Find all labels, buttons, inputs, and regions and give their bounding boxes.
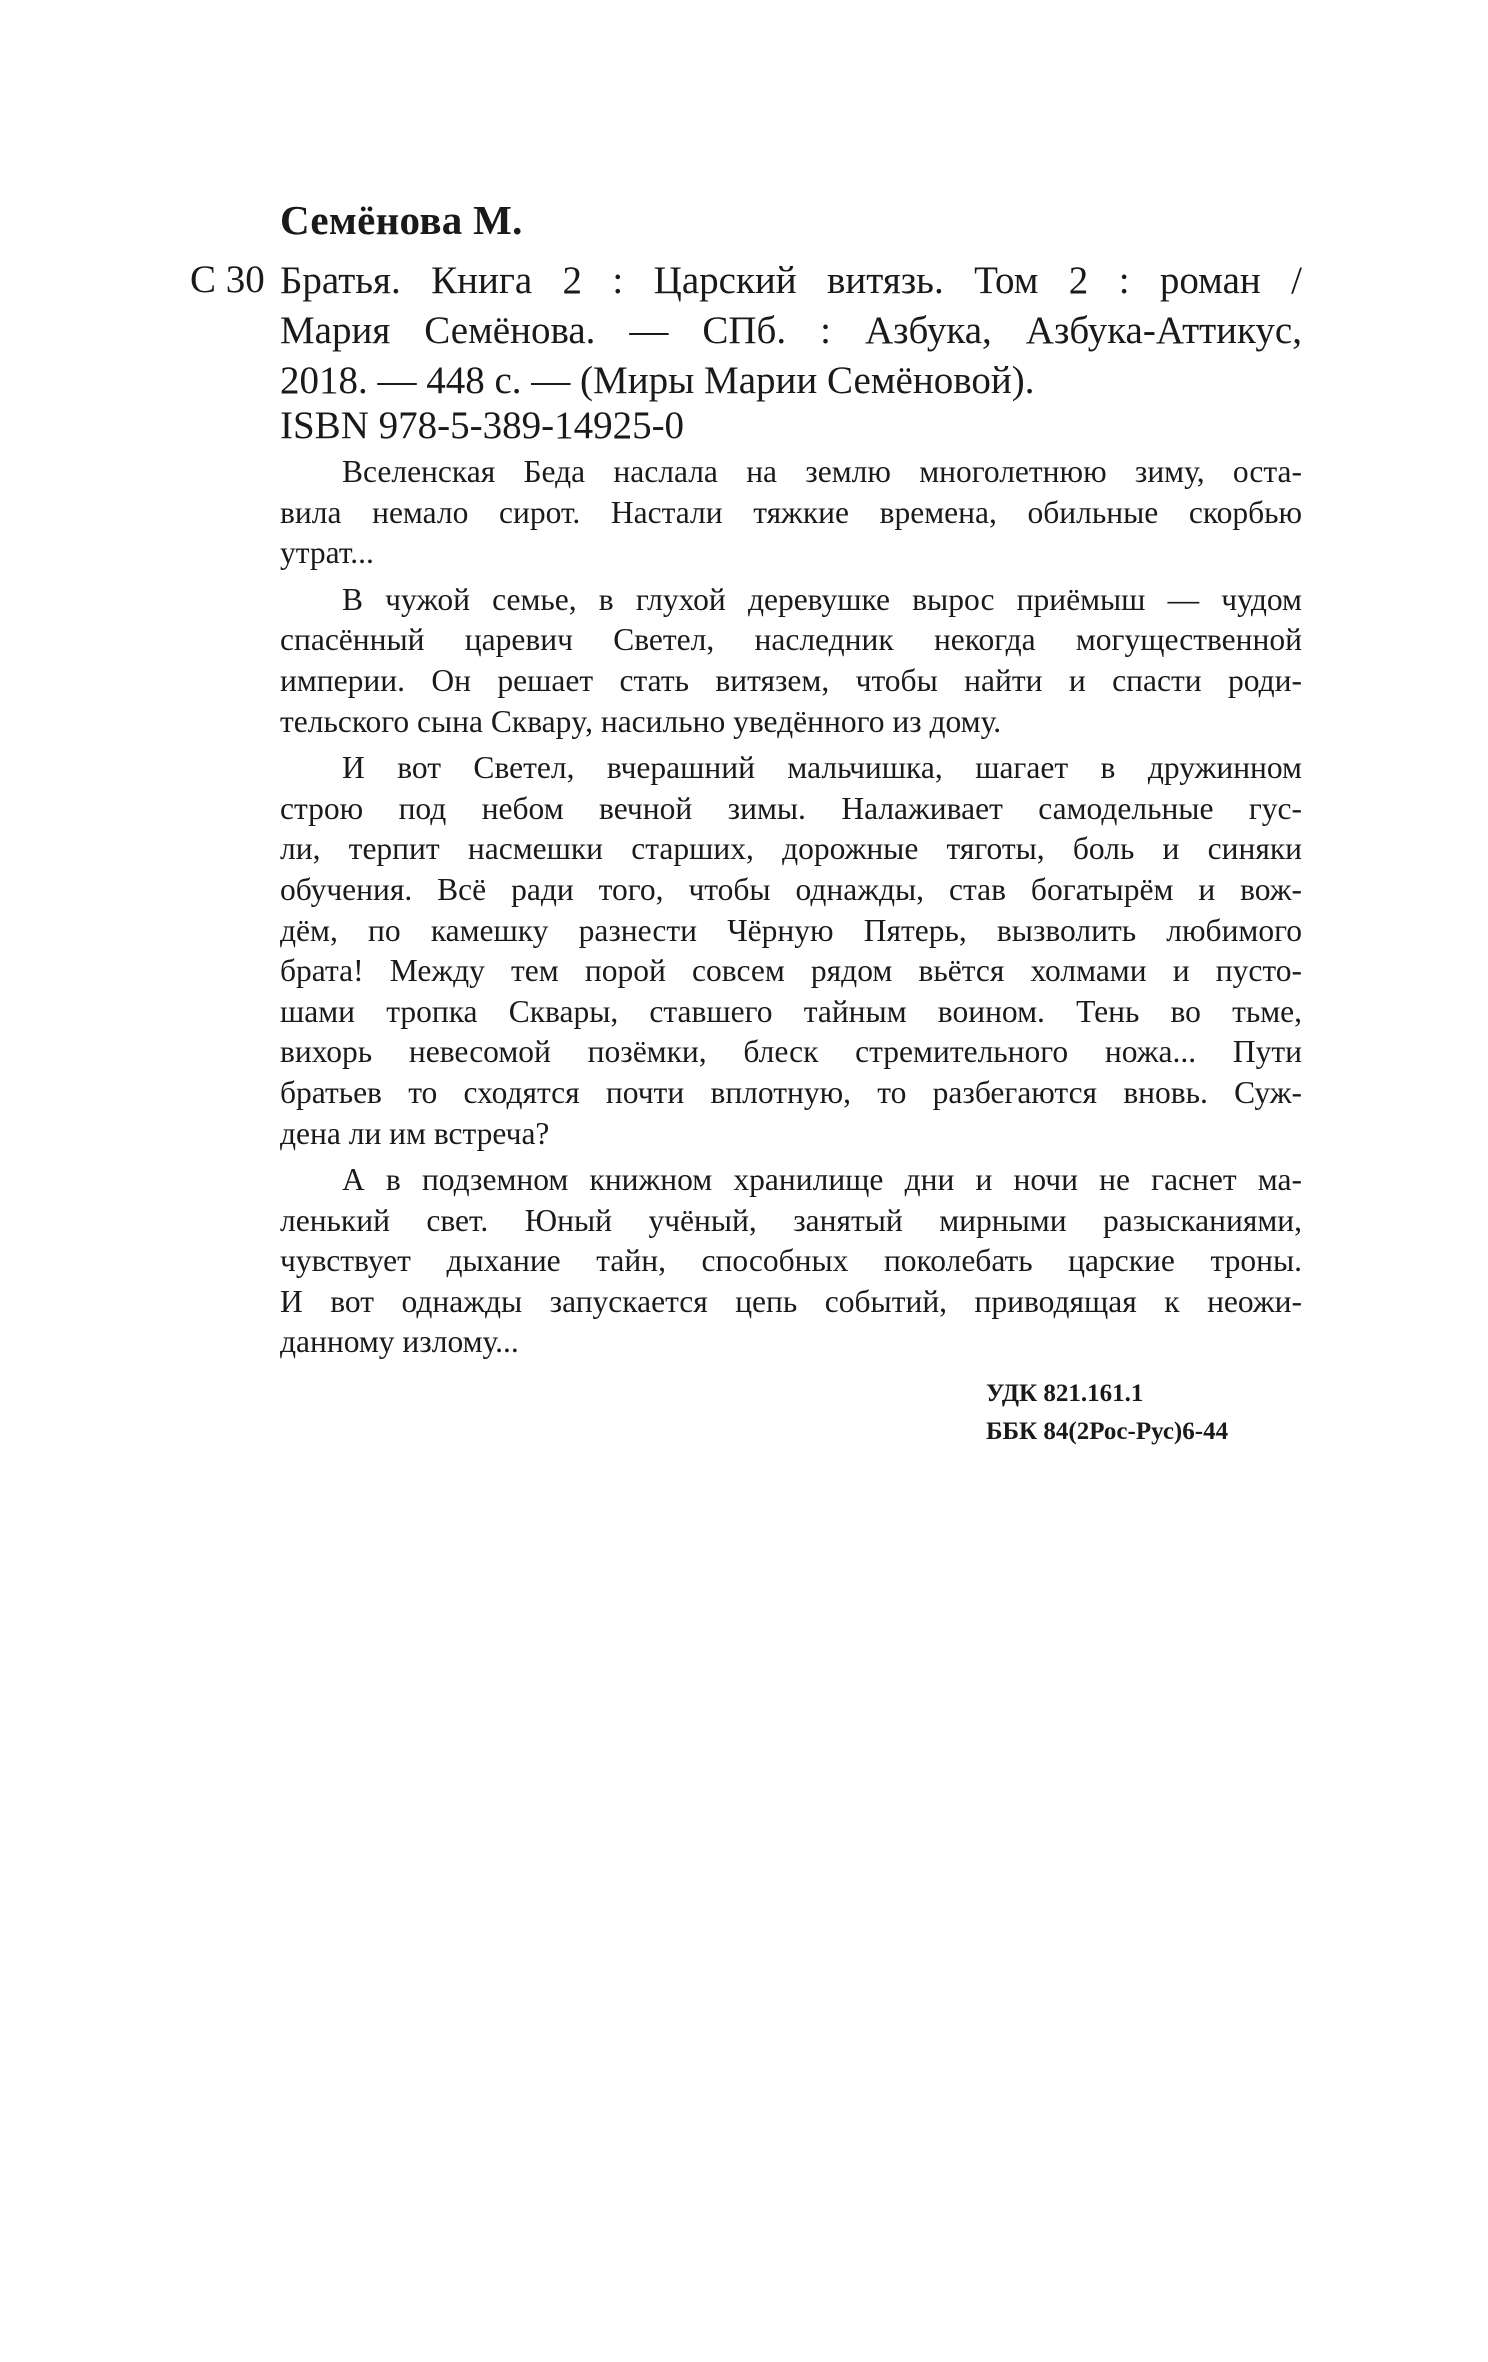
annotation-paragraph [280, 748, 1302, 1154]
annotation-line: братьев то сходятся почти вплотную, то разбегаются вновь. Суж- [280, 1074, 1302, 1110]
annotation-line: шами тропка Сквары, ставшего тайным воином. Тень во тьме, [280, 993, 1302, 1029]
bibliographic-line: 2018. — 448 с. — (Миры Марии Семёновой). [280, 359, 1035, 402]
annotation-line: чувствует дыхание тайн, способных поколебать царские троны. [280, 1243, 1302, 1279]
bibliographic-line: Братья. Книга 2 : Царский витязь. Том 2 : роман / [280, 259, 1302, 302]
annotation-line: утрат... [280, 535, 374, 571]
annotation-line: брата! Между тем порой совсем рядом вьётся холмами и пусто- [280, 953, 1302, 989]
shelf-code: С 30 [190, 258, 265, 301]
annotation-line: империи. Он решает стать витязем, чтобы найти и спасти роди- [280, 662, 1302, 698]
classification-codes [986, 1375, 1228, 1451]
annotation-paragraph [280, 1160, 1302, 1363]
annotation-paragraph [280, 580, 1302, 742]
bibliographic-description [280, 256, 1302, 406]
annotation-line: В чужой семье, в глухой деревушке вырос приёмыш — чудом [342, 581, 1302, 617]
annotation-line: данному излому... [280, 1324, 519, 1360]
annotation-line: ленький свет. Юный учёный, занятый мирными разысканиями, [280, 1202, 1302, 1238]
author-heading: Семёнова М. [280, 197, 523, 243]
annotation-line: И вот Светел, вчерашний мальчишка, шагает в дружинном [342, 750, 1302, 786]
annotation-line: А в подземном книжном хранилище дни и ночи не гаснет ма- [342, 1162, 1302, 1198]
annotation-line: тельского сына Скварy, насильно уведённого из дому. [280, 703, 1002, 739]
isbn: ISBN 978-5-389-14925-0 [280, 404, 685, 447]
annotation-line: дена ли им встреча? [280, 1115, 550, 1151]
annotation-line: обучения. Всё ради того, чтобы однажды, став богатырём и вож- [280, 871, 1302, 907]
annotation-line: вихорь невесомой позёмки, блеск стремительного ножа... Пути [280, 1034, 1302, 1070]
annotation-line: спасённый царевич Светел, наследник некогда могущественной [280, 622, 1302, 658]
udk-code: УДК 821.161.1 [986, 1380, 1144, 1407]
annotation-line: дём, по камешку разнести Чёрную Пятерь, вызволить любимого [280, 912, 1302, 948]
bbk-code: ББК 84(2Рос-Рус)6-44 [986, 1418, 1229, 1445]
annotation [280, 452, 1302, 1369]
annotation-paragraph [280, 452, 1302, 574]
annotation-line: вила немало сирот. Настали тяжкие времена, обильные скорбью [280, 494, 1302, 530]
annotation-line: ли, терпит насмешки старших, дорожные тяготы, боль и синяки [280, 831, 1302, 867]
annotation-line: И вот однажды запускается цепь событий, приводящая к неожи- [280, 1283, 1302, 1319]
annotation-line: строю под небом вечной зимы. Налаживает самодельные гус- [280, 790, 1302, 826]
annotation-line: Вселенская Беда наслала на землю многолетнюю зиму, оста- [342, 454, 1302, 489]
bibliographic-line: Мария Семёнова. — СПб. : Азбука, Азбука-Аттикус, [280, 309, 1302, 352]
